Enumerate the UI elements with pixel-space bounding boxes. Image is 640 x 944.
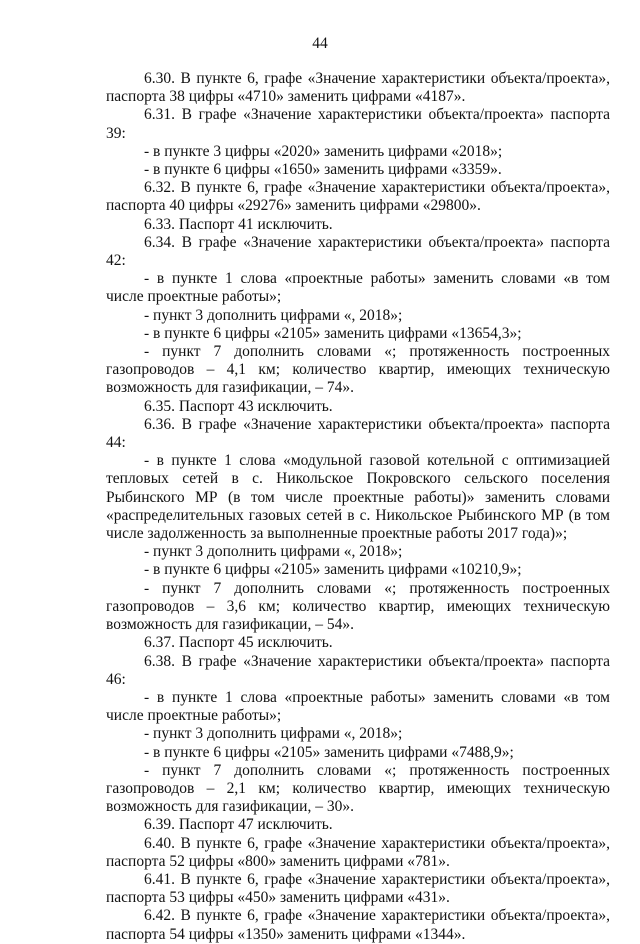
list-item: - пункт 3 дополнить цифрами «, 2018»;: [144, 306, 403, 324]
paragraph-6-30: 6.30. В пункте 6, графе «Значение характеристики объекта/проекта», паспорта 38 цифры «4710» заменить цифрами «4187».: [106, 70, 610, 106]
paragraph-6-42: 6.42. В пункте 6, графе «Значение характеристики объекта/проекта», паспорта 54 цифры «1350» заменить цифрами «1344».: [106, 907, 610, 943]
list-item: - пункт 7 дополнить словами «; протяженность построенных газопроводов – 3,6 км; количество квартир, имеющих техническую возможность для газификации, – 54».: [106, 579, 610, 634]
list-item: - в пункте 1 слова «модульной газовой котельной с оптимизацией тепловых сетей в с. Никольское Покровского сельского поселения Рыбинского МР (в том числе проектные работы)» заменить словами «распределительных газовых сетей в с. Никольское Рыбинского МР (в том числе задолженность за выполненные проектные работы 2017 года)»;: [106, 452, 610, 543]
list-item: - пункт 3 дополнить цифрами «, 2018»;: [144, 543, 403, 561]
paragraph-6-34: 6.34. В графе «Значение характеристики объекта/проекта» паспорта 42:: [106, 233, 610, 270]
paragraph-6-41: 6.41. В пункте 6, графе «Значение характеристики объекта/проекта», паспорта 53 цифры «450» заменить цифрами «431».: [106, 870, 610, 907]
paragraph-6-40: 6.40. В пункте 6, графе «Значение характеристики объекта/проекта», паспорта 52 цифры «800» заменить цифрами «781».: [106, 834, 610, 870]
list-item: - в пункте 1 слова «проектные работы» заменить словами «в том числе проектные работы»;: [106, 270, 610, 306]
list-item: - в пункте 6 цифры «2105» заменить цифрами «13654,3»;: [144, 324, 522, 342]
paragraph-6-38: 6.38. В графе «Значение характеристики объекта/проекта» паспорта 46:: [106, 652, 610, 688]
page-number: 44: [312, 35, 328, 52]
paragraph-6-32: 6.32. В пункте 6, графе «Значение характеристики объекта/проекта», паспорта 40 цифры «29276» заменить цифрами «29800».: [106, 179, 610, 215]
paragraph-6-39: 6.39. Паспорт 47 исключить.: [144, 816, 333, 834]
list-item: - в пункте 1 слова «проектные работы» заменить словами «в том числе проектные работы»;: [106, 688, 610, 725]
paragraph-6-37: 6.37. Паспорт 45 исключить.: [144, 634, 333, 652]
list-item: - пункт 3 дополнить цифрами «, 2018»;: [144, 725, 403, 743]
list-item: - в пункте 6 цифры «2105» заменить цифрами «7488,9»;: [144, 743, 514, 761]
paragraph-6-31: 6.31. В графе «Значение характеристики объекта/проекта» паспорта 39:: [106, 106, 610, 142]
list-item: - пункт 7 дополнить словами «; протяженность построенных газопроводов – 4,1 км; количество квартир, имеющих техническую возможность для газификации, – 74».: [106, 343, 610, 397]
list-item: - в пункте 3 цифры «2020» заменить цифрами «2018»;: [144, 142, 503, 160]
list-item: - пункт 7 дополнить словами «; протяженность построенных газопроводов – 2,1 км; количество квартир, имеющих техническую возможность для газификации, – 30».: [106, 761, 610, 816]
list-item: - в пункте 6 цифры «1650» заменить цифрами «3359».: [144, 161, 502, 179]
list-item: - в пункте 6 цифры «2105» заменить цифрами «10210,9»;: [144, 561, 522, 579]
document-body: [106, 70, 610, 944]
paragraph-6-35: 6.35. Паспорт 43 исключить.: [144, 397, 333, 415]
paragraph-6-36: 6.36. В графе «Значение характеристики объекта/проекта» паспорта 44:: [106, 415, 610, 452]
paragraph-6-33: 6.33. Паспорт 41 исключить.: [144, 215, 333, 233]
